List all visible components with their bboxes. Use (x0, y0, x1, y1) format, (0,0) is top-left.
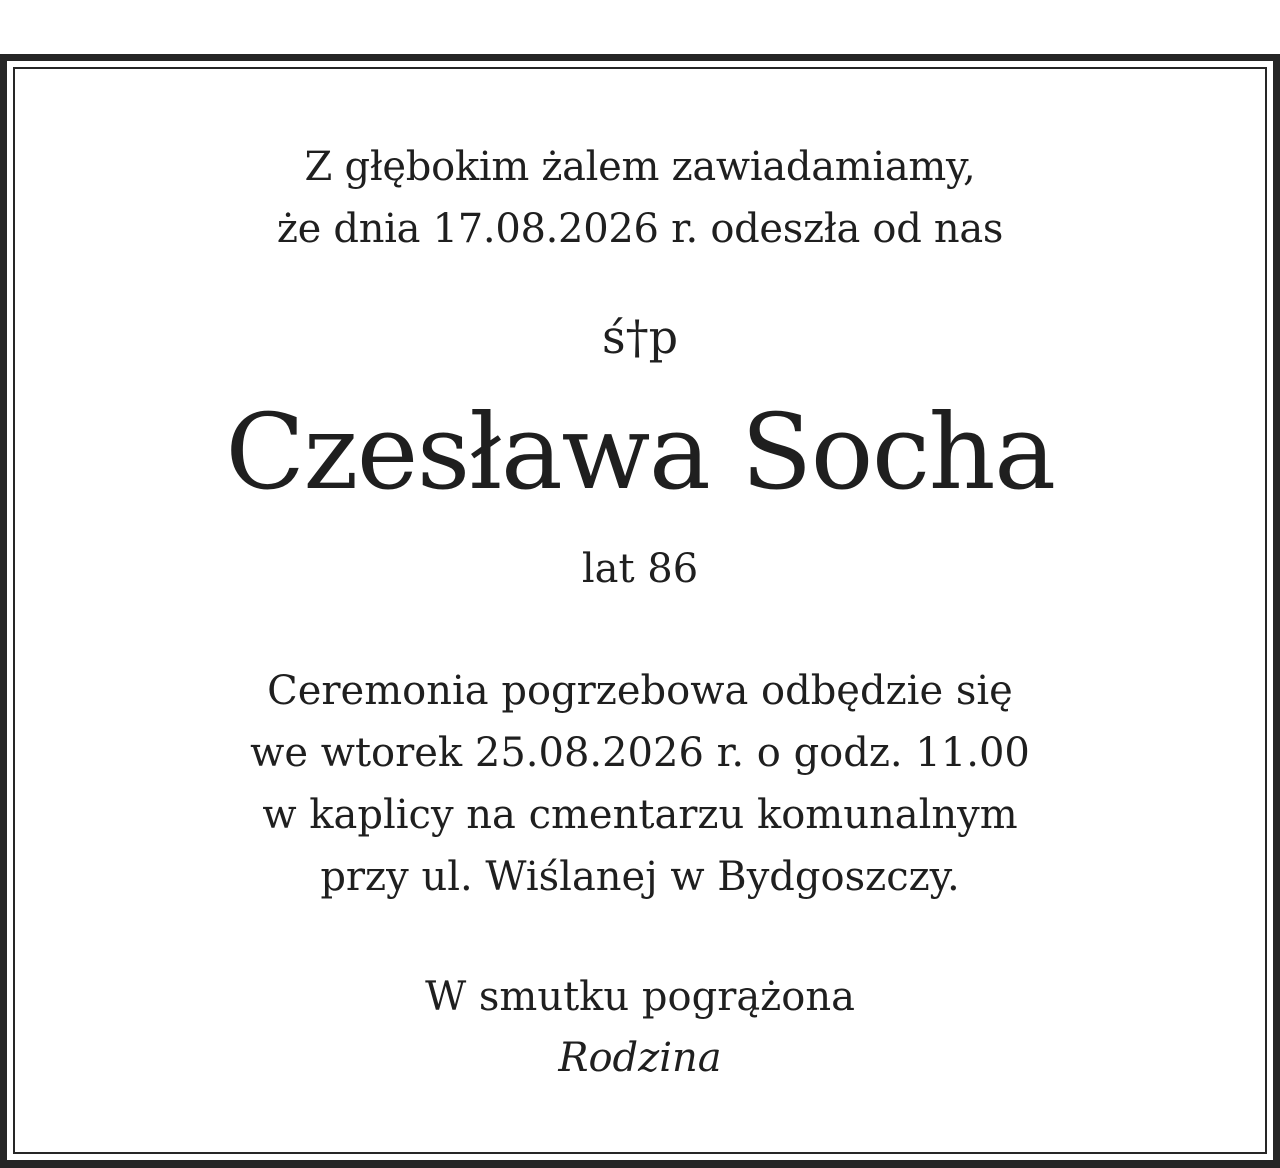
ceremony-line-1: Ceremonia pogrzebowa odbędzie się (267, 668, 1013, 714)
intro-line-1: Z głębokim żalem zawiadamiamy, (304, 144, 976, 190)
intro-line-2: że dnia 17.08.2026 r. odeszła od nas (276, 206, 1004, 252)
signature: Rodzina (558, 1035, 722, 1081)
closing-line: W smutku pogrążona (425, 974, 855, 1020)
deceased-name: Czesława Socha (225, 391, 1055, 513)
ceremony-line-4: przy ul. Wiślanej w Bydgoszczy. (320, 854, 960, 900)
ceremony-line-3: w kaplicy na cmentarzu komunalnym (262, 792, 1018, 838)
ceremony-line-2: we wtorek 25.08.2026 r. o godz. 11.00 (250, 730, 1030, 776)
prefix-stp: ś†p (601, 310, 679, 364)
age: lat 86 (581, 546, 699, 592)
